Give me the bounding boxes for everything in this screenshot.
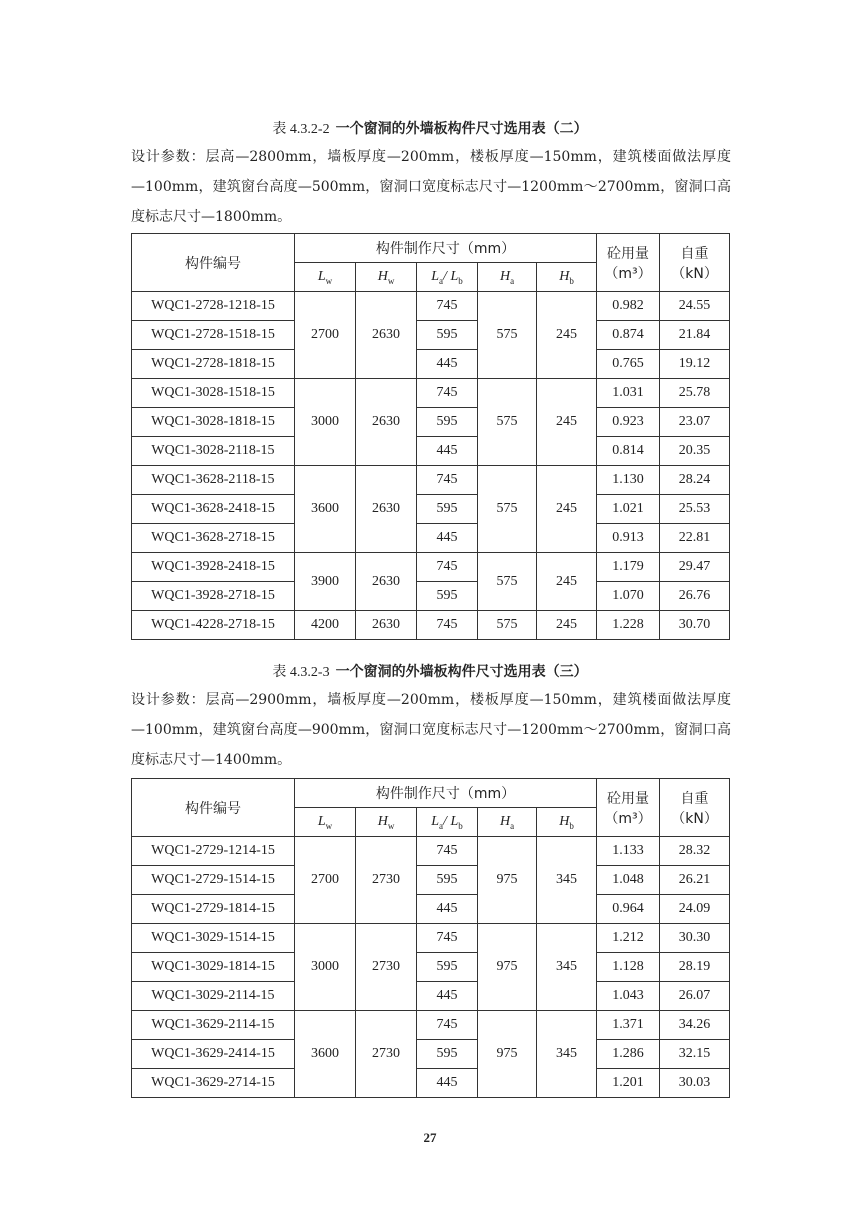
- cell-component-code: WQC1-3629-2714-15: [132, 1069, 295, 1098]
- cell-la-lb: 595: [417, 321, 478, 350]
- cell-la-lb: 745: [417, 1011, 478, 1040]
- cell-la-lb: 445: [417, 1069, 478, 1098]
- cell-self-weight: 20.35: [660, 437, 730, 466]
- table-row: [132, 953, 730, 982]
- cell-hw: 2630: [356, 611, 417, 640]
- cell-concrete-volume: 1.031: [597, 379, 660, 408]
- cell-la-lb: 595: [417, 495, 478, 524]
- header-concrete-volume-unit: （m³）: [604, 810, 652, 827]
- cell-ha: 975: [478, 924, 537, 1011]
- symbol-subscript: w: [387, 275, 395, 286]
- cell-ha: 575: [478, 292, 537, 379]
- cell-concrete-volume: 0.964: [597, 895, 660, 924]
- cell-component-code: WQC1-3028-1818-15: [132, 408, 295, 437]
- symbol-letter: H: [499, 268, 511, 284]
- cell-component-code: WQC1-3028-2118-15: [132, 437, 295, 466]
- cell-concrete-volume: 1.179: [597, 553, 660, 582]
- symbol-letter: H: [559, 813, 570, 829]
- header-self-weight: [660, 779, 730, 837]
- cell-component-code: WQC1-3928-2418-15: [132, 553, 295, 582]
- cell-concrete-volume: 0.913: [597, 524, 660, 553]
- cell-component-code: WQC1-4228-2718-15: [132, 611, 295, 640]
- header-concrete-volume-label: 砼用量: [607, 790, 650, 807]
- cell-self-weight: 22.81: [660, 524, 730, 553]
- design-parameters-line: —100mm，建筑窗台高度—500mm，窗洞口宽度标志尺寸—1200mm～2700mm，窗洞口高: [131, 179, 731, 195]
- symbol-subscript: w: [325, 820, 333, 831]
- cell-self-weight: 34.26: [660, 1011, 730, 1040]
- table-row: [132, 379, 730, 408]
- cell-component-code: WQC1-3928-2718-15: [132, 582, 295, 611]
- header-concrete-volume-unit: （m³）: [604, 265, 652, 282]
- cell-concrete-volume: 1.201: [597, 1069, 660, 1098]
- page-number: 27: [423, 1130, 437, 1145]
- cell-hb: 345: [537, 837, 597, 924]
- cell-la-lb: 595: [417, 1040, 478, 1069]
- cell-hb: 245: [537, 379, 597, 466]
- cell-component-code: WQC1-3628-2118-15: [132, 466, 295, 495]
- header-self-weight: [660, 234, 730, 292]
- header-fabrication-dimensions: 构件制作尺寸（mm）: [295, 234, 597, 263]
- table-row: [132, 982, 730, 1011]
- symbol-subscript: b: [569, 820, 574, 831]
- cell-self-weight: 26.21: [660, 866, 730, 895]
- cell-self-weight: 24.55: [660, 292, 730, 321]
- symbol-subscript: w: [387, 820, 395, 831]
- header-self-weight-unit: （kN）: [671, 265, 718, 282]
- cell-concrete-volume: 1.133: [597, 837, 660, 866]
- table-row: [132, 1011, 730, 1040]
- cell-hb: 245: [537, 292, 597, 379]
- cell-ha: 575: [478, 379, 537, 466]
- cell-concrete-volume: 1.130: [597, 466, 660, 495]
- table-row: [132, 350, 730, 379]
- cell-self-weight: 30.03: [660, 1069, 730, 1098]
- cell-component-code: WQC1-3629-2414-15: [132, 1040, 295, 1069]
- cell-la-lb: 595: [417, 582, 478, 611]
- cell-hw: 2630: [356, 292, 417, 379]
- symbol-letter: L: [431, 268, 440, 284]
- symbol-subscript: a: [439, 275, 444, 286]
- cell-self-weight: 30.30: [660, 924, 730, 953]
- cell-concrete-volume: 1.286: [597, 1040, 660, 1069]
- cell-self-weight: 29.47: [660, 553, 730, 582]
- cell-component-code: WQC1-3029-1814-15: [132, 953, 295, 982]
- design-parameters-line: 度标志尺寸—1800mm。: [131, 209, 292, 225]
- header-hb: [537, 808, 597, 837]
- table-row: [132, 837, 730, 866]
- cell-self-weight: 26.07: [660, 982, 730, 1011]
- cell-hw: 2730: [356, 837, 417, 924]
- symbol-letter: L: [450, 813, 459, 829]
- cell-self-weight: 24.09: [660, 895, 730, 924]
- header-fabrication-dimensions: 构件制作尺寸（mm）: [295, 779, 597, 808]
- cell-self-weight: 30.70: [660, 611, 730, 640]
- cell-component-code: WQC1-2729-1214-15: [132, 837, 295, 866]
- cell-self-weight: 28.19: [660, 953, 730, 982]
- symbol-subscript: b: [569, 275, 574, 286]
- cell-self-weight: 25.53: [660, 495, 730, 524]
- design-parameters-line: 设计参数：层高—2800mm，墙板厚度—200mm，楼板厚度—150mm，建筑楼面做法厚度: [131, 149, 731, 165]
- cell-la-lb: 745: [417, 611, 478, 640]
- design-parameters-line: 度标志尺寸—1400mm。: [131, 752, 292, 768]
- cell-component-code: WQC1-2728-1818-15: [132, 350, 295, 379]
- symbol-letter: L: [317, 813, 326, 829]
- table-header-row: [132, 234, 730, 263]
- cell-concrete-volume: 0.814: [597, 437, 660, 466]
- cell-la-lb: 445: [417, 524, 478, 553]
- cell-lw: 2700: [295, 292, 356, 379]
- table-row: [132, 895, 730, 924]
- cell-self-weight: 28.24: [660, 466, 730, 495]
- header-lw: [295, 808, 356, 837]
- cell-concrete-volume: 0.874: [597, 321, 660, 350]
- cell-la-lb: 445: [417, 895, 478, 924]
- cell-la-lb: 745: [417, 924, 478, 953]
- table-caption-number: 表 4.3.2-3: [272, 665, 330, 680]
- cell-hw: 2730: [356, 924, 417, 1011]
- header-self-weight-label: 自重: [680, 245, 709, 262]
- table-row: [132, 321, 730, 350]
- design-parameters-line: 设计参数：层高—2900mm，墙板厚度—200mm，楼板厚度—150mm，建筑楼面做法厚度: [131, 692, 731, 708]
- header-self-weight-label: 自重: [680, 790, 709, 807]
- cell-component-code: WQC1-2728-1518-15: [132, 321, 295, 350]
- table-row: [132, 524, 730, 553]
- header-hb: [537, 263, 597, 292]
- cell-component-code: WQC1-3028-1518-15: [132, 379, 295, 408]
- cell-self-weight: 26.76: [660, 582, 730, 611]
- symbol-subscript: b: [458, 275, 463, 286]
- symbol-subscript: a: [439, 820, 444, 831]
- table-row: [132, 866, 730, 895]
- symbol-letter: L: [431, 813, 440, 829]
- table-row: [132, 437, 730, 466]
- cell-self-weight: 28.32: [660, 837, 730, 866]
- table-row: [132, 611, 730, 640]
- table-row: [132, 553, 730, 582]
- symbol-separator: /: [443, 268, 451, 284]
- cell-la-lb: 745: [417, 837, 478, 866]
- table-row: [132, 292, 730, 321]
- cell-concrete-volume: 1.021: [597, 495, 660, 524]
- component-size-table: [131, 778, 730, 1098]
- table-row: [132, 408, 730, 437]
- header-concrete-volume: [597, 779, 660, 837]
- cell-la-lb: 745: [417, 553, 478, 582]
- cell-hb: 245: [537, 553, 597, 611]
- cell-ha: 575: [478, 553, 537, 611]
- cell-component-code: WQC1-3029-2114-15: [132, 982, 295, 1011]
- header-lw: [295, 263, 356, 292]
- cell-lw: 3600: [295, 1011, 356, 1098]
- cell-concrete-volume: 1.043: [597, 982, 660, 1011]
- cell-lw: 3900: [295, 553, 356, 611]
- cell-la-lb: 745: [417, 466, 478, 495]
- cell-la-lb: 745: [417, 379, 478, 408]
- design-parameters: [131, 142, 731, 232]
- cell-concrete-volume: 0.982: [597, 292, 660, 321]
- cell-lw: 2700: [295, 837, 356, 924]
- cell-self-weight: 32.15: [660, 1040, 730, 1069]
- symbol-subscript: w: [325, 275, 333, 286]
- cell-ha: 975: [478, 1011, 537, 1098]
- cell-hb: 345: [537, 924, 597, 1011]
- cell-ha: 575: [478, 466, 537, 553]
- symbol-letter: H: [499, 813, 511, 829]
- cell-component-code: WQC1-2728-1218-15: [132, 292, 295, 321]
- table-caption: [0, 661, 860, 681]
- cell-concrete-volume: 0.923: [597, 408, 660, 437]
- cell-ha: 575: [478, 611, 537, 640]
- symbol-letter: H: [377, 813, 388, 829]
- cell-hb: 245: [537, 466, 597, 553]
- table-caption-number: 表 4.3.2-2: [272, 122, 330, 137]
- cell-hw: 2730: [356, 1011, 417, 1098]
- cell-concrete-volume: 1.212: [597, 924, 660, 953]
- cell-lw: 4200: [295, 611, 356, 640]
- cell-hw: 2630: [356, 379, 417, 466]
- table-caption-title: 一个窗洞的外墙板构件尺寸选用表（三）: [335, 664, 588, 680]
- cell-hb: 345: [537, 1011, 597, 1098]
- cell-hb: 245: [537, 611, 597, 640]
- header-concrete-volume-label: 砼用量: [607, 245, 650, 262]
- component-size-table: [131, 233, 730, 640]
- design-parameters-line: —100mm，建筑窗台高度—900mm，窗洞口宽度标志尺寸—1200mm～2700mm，窗洞口高: [131, 722, 731, 738]
- header-la-lb: [417, 263, 478, 292]
- table-row: [132, 924, 730, 953]
- table-row: [132, 466, 730, 495]
- table-row: [132, 1040, 730, 1069]
- cell-la-lb: 745: [417, 292, 478, 321]
- header-ha: [478, 263, 537, 292]
- cell-hw: 2630: [356, 553, 417, 611]
- header-hw: [356, 263, 417, 292]
- header-component-code: 构件编号: [132, 779, 295, 837]
- cell-component-code: WQC1-3029-1514-15: [132, 924, 295, 953]
- cell-la-lb: 445: [417, 437, 478, 466]
- header-self-weight-unit: （kN）: [671, 810, 718, 827]
- cell-la-lb: 595: [417, 408, 478, 437]
- table-row: [132, 582, 730, 611]
- cell-ha: 975: [478, 837, 537, 924]
- cell-lw: 3000: [295, 924, 356, 1011]
- cell-hw: 2630: [356, 466, 417, 553]
- symbol-subscript: a: [510, 820, 515, 831]
- symbol-subscript: a: [510, 275, 515, 286]
- cell-concrete-volume: 1.128: [597, 953, 660, 982]
- cell-la-lb: 445: [417, 982, 478, 1011]
- table-header-row: [132, 779, 730, 808]
- cell-component-code: WQC1-3629-2114-15: [132, 1011, 295, 1040]
- symbol-letter: L: [450, 268, 459, 284]
- symbol-separator: /: [443, 813, 451, 829]
- cell-concrete-volume: 1.228: [597, 611, 660, 640]
- cell-la-lb: 445: [417, 350, 478, 379]
- cell-self-weight: 21.84: [660, 321, 730, 350]
- cell-self-weight: 25.78: [660, 379, 730, 408]
- header-concrete-volume: [597, 234, 660, 292]
- symbol-letter: H: [377, 268, 388, 284]
- symbol-letter: H: [559, 268, 570, 284]
- symbol-letter: L: [317, 268, 326, 284]
- table-row: [132, 1069, 730, 1098]
- cell-la-lb: 595: [417, 866, 478, 895]
- cell-self-weight: 19.12: [660, 350, 730, 379]
- cell-component-code: WQC1-3628-2418-15: [132, 495, 295, 524]
- header-hw: [356, 808, 417, 837]
- cell-la-lb: 595: [417, 953, 478, 982]
- symbol-subscript: b: [458, 820, 463, 831]
- table-caption-title: 一个窗洞的外墙板构件尺寸选用表（二）: [335, 121, 588, 137]
- cell-self-weight: 23.07: [660, 408, 730, 437]
- cell-component-code: WQC1-3628-2718-15: [132, 524, 295, 553]
- cell-component-code: WQC1-2729-1514-15: [132, 866, 295, 895]
- cell-concrete-volume: 1.048: [597, 866, 660, 895]
- cell-concrete-volume: 1.070: [597, 582, 660, 611]
- cell-concrete-volume: 0.765: [597, 350, 660, 379]
- cell-lw: 3600: [295, 466, 356, 553]
- cell-component-code: WQC1-2729-1814-15: [132, 895, 295, 924]
- cell-lw: 3000: [295, 379, 356, 466]
- table-caption: [0, 118, 860, 138]
- design-parameters: [131, 685, 731, 775]
- header-la-lb: [417, 808, 478, 837]
- cell-concrete-volume: 1.371: [597, 1011, 660, 1040]
- header-component-code: 构件编号: [132, 234, 295, 292]
- table-row: [132, 495, 730, 524]
- header-ha: [478, 808, 537, 837]
